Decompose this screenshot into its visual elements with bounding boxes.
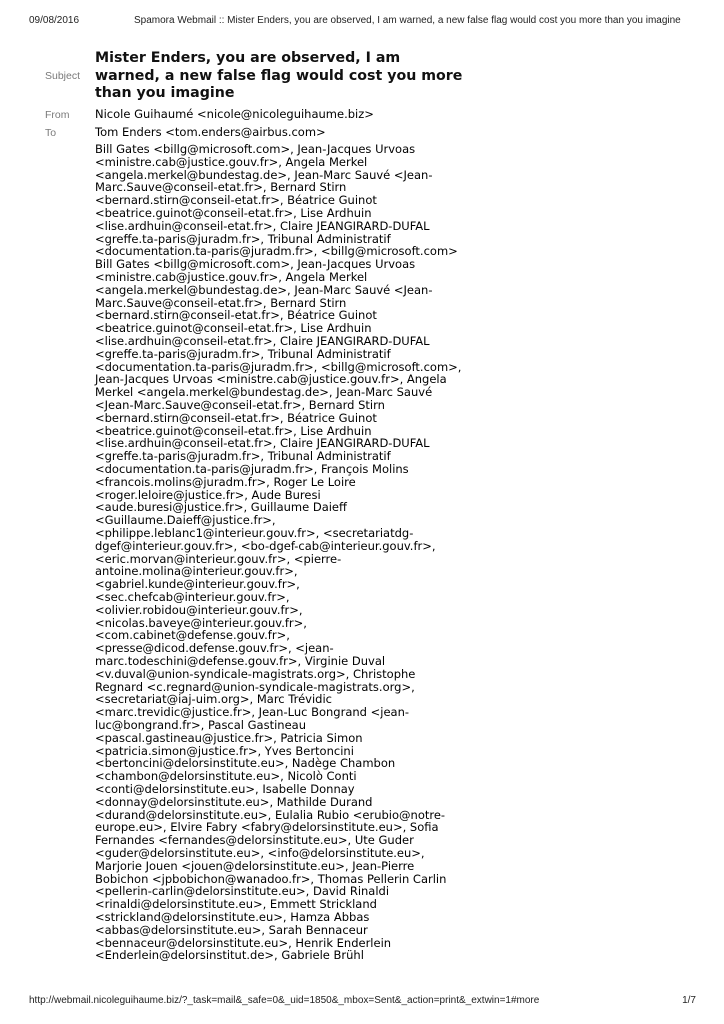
page-number: 1/7 bbox=[682, 995, 696, 1006]
to-label: To bbox=[45, 126, 57, 139]
print-url: http://webmail.nicoleguihaume.biz/?_task=mail&_safe=0&_uid=1850&_mbox=Sent&_action=print&_extwin=1#more bbox=[29, 995, 540, 1006]
subject-row bbox=[45, 50, 465, 103]
to-address[interactable]: Tom Enders <tom.enders@airbus.com> bbox=[95, 124, 326, 139]
to-row bbox=[45, 125, 465, 140]
print-page-title: Spamora Webmail :: Mister Enders, you are observed, I am warned, a new false flag would cost you more than you imagine bbox=[134, 15, 681, 26]
subject-text: Mister Enders, you are observed, I am warned, a new false flag would cost you more than you imagine bbox=[95, 50, 463, 101]
recipients-list: Bill Gates <billg@microsoft.com>, Jean-Jacques Urvoas <ministre.cab@justice.gouv.fr>, Angela Merkel <angela.merkel@bundestag.de>, Jean-Marc Sauvé <Jean-Marc.Sauve@conseil-etat.fr>, Bernard Stirn <bernard.stirn@conseil-etat.fr>, Béatrice Guinot <beatrice.guinot@conseil-etat.fr>, Lise Ardhuin <lise.ardhuin@conseil-etat.fr>, Claire JEANGIRARD-DUFAL <greffe.ta-paris@juradm.fr>, Tribunal Administratif <documentation.ta-paris@juradm.fr>, <billg@microsoft.com> Bill Gates <billg@microsoft.com>, Jean-Jacques Urvoas <ministre.cab@justice.gouv.fr>, Angela Merkel <angela.merkel@bundestag.de>, Jean-Marc Sauvé <Jean-Marc.Sauve@conseil-etat.fr>, Bernard Stirn <bernard.stirn@conseil-etat.fr>, Béatrice Guinot <beatrice.guinot@conseil-etat.fr>, Lise Ardhuin <lise.ardhuin@conseil-etat.fr>, Claire JEANGIRARD-DUFAL <greffe.ta-paris@juradm.fr>, Tribunal Administratif <documentation.ta-paris@juradm.fr>, <billg@microsoft.com>, Jean-Jacques Urvoas <ministre.cab@justice.gouv.fr>, Angela Merkel <angela.merkel@bundestag.de>, Jean-Marc Sauvé <Jean-Marc.Sauve@conseil-etat.fr>, Bernard Stirn <bernard.stirn@conseil-etat.fr>, Béatrice Guinot <beatrice.guinot@conseil-etat.fr>, Lise Ardhuin <lise.ardhuin@conseil-etat.fr>, Claire JEANGIRARD-DUFAL <greffe.ta-paris@juradm.fr>, Tribunal Administratif <documentation.ta-paris@juradm.fr>, François Molins <francois.molins@juradm.fr>, Roger Le Loire <roger.leloire@justice.fr>, Aude Buresi <aude.buresi@justice.fr>, Guillaume Daieff <Guillaume.Daieff@justice.fr>, <philippe.leblanc1@interieur.gouv.fr>, <secretariatdg-dgef@interieur.gouv.fr>, <bo-dgef-cab@interieur.gouv.fr>, <eric.morvan@interieur.gouv.fr>, <pierre-antoine.molina@interieur.gouv.fr>, <gabriel.kunde@interieur.gouv.fr>, <sec.chefcab@interieur.gouv.fr>, <olivier.robidou@interieur.gouv.fr>, <nicolas.baveye@interieur.gouv.fr>, <com.cabinet@defense.gouv.fr>, <presse@dicod.defense.gouv.fr>, <jean-marc.todeschini@defense.gouv.fr>, Virginie Duval <v.duval@union-syndicale-magistrats.org>, Christophe Regnard <c.regnard@union-syndicale-magistrats.org>, <secretariat@iaj-uim.org>, Marc Trévidic <marc.trevidic@justice.fr>, Jean-Luc Bongrand <jean-luc@bongrand.fr>, Pascal Gastineau <pascal.gastineau@justice.fr>, Patricia Simon <patricia.simon@justice.fr>, Yves Bertoncini <bertoncini@delorsinstitute.eu>, Nadège Chambon <chambon@delorsinstitute.eu>, Nicolò Conti <conti@delorsinstitute.eu>, Isabelle Donnay <donnay@delorsinstitute.eu>, Mathilde Durand <durand@delorsinstitute.eu>, Eulalia Rubio <erubio@notre-europe.eu>, Elvire Fabry <fabry@delorsinstitute.eu>, Sofia Fernandes <fernandes@delorsinstitute.eu>, Ute Guder <guder@delorsinstitute.eu>, <info@delorsinstitute.eu>, Marjorie Jouen <jouen@delorsinstitute.eu>, Jean-Pierre Bobichon <jpbobichon@wanadoo.fr>, Thomas Pellerin Carlin <pellerin-carlin@delorsinstitute.eu>, David Rinaldi <rinaldi@delorsinstitute.eu>, Emmett Strickland <strickland@delorsinstitute.eu>, Hamza Abbas <abbas@delorsinstitute.eu>, Sarah Bennaceur <bennaceur@delorsinstitute.eu>, Henrik Enderlein <Enderlein@delorsinstitut.de>, Gabriele Brühl bbox=[95, 142, 462, 963]
print-date: 09/08/2016 bbox=[29, 15, 80, 26]
from-address[interactable]: Nicole Guihaumé <nicole@nicoleguihaume.biz> bbox=[95, 106, 374, 121]
subject-label: Subject bbox=[45, 70, 81, 83]
from-row bbox=[45, 107, 465, 122]
from-label: From bbox=[45, 108, 70, 121]
message-view bbox=[45, 50, 465, 962]
